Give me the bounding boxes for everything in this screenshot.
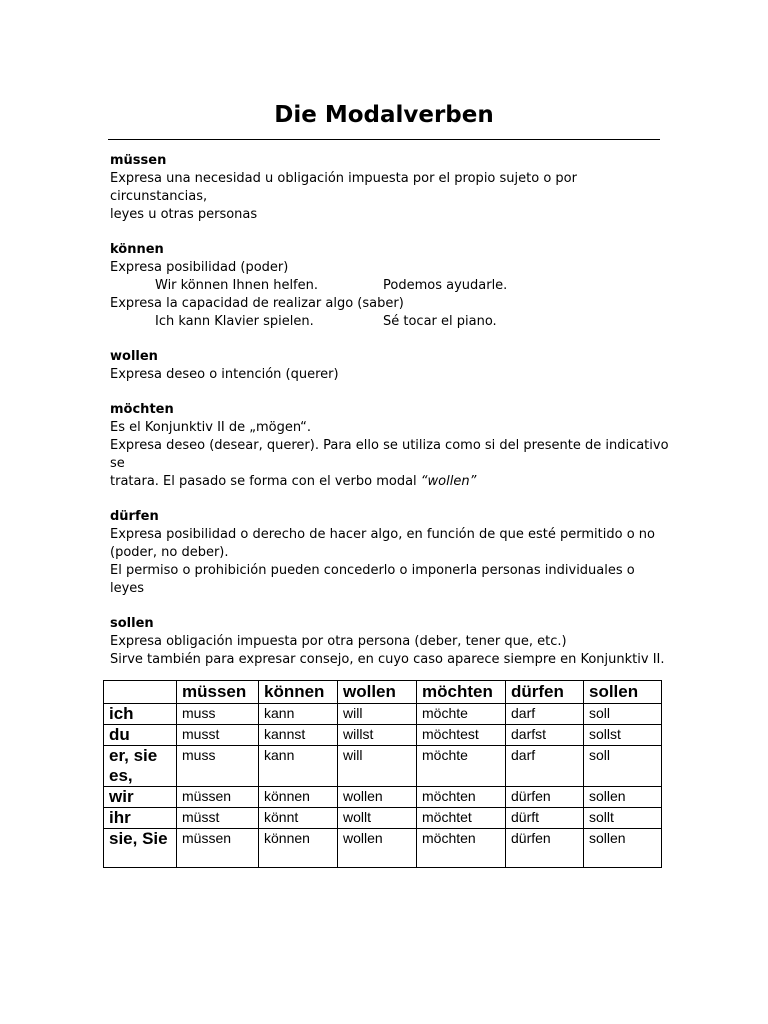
paragraph-line: Expresa deseo (desear, querer). Para ello se utiliza como si del presente de indicativo se: [110, 438, 669, 471]
table-header-cell: möchten: [417, 681, 506, 704]
paragraph-line: (poder, no deber).: [110, 545, 229, 560]
pronoun-cell: er, sie es,: [104, 746, 177, 787]
table-header-row: [104, 681, 662, 704]
paragraph-text: tratara. El pasado se forma con el verbo modal: [110, 474, 421, 489]
pronoun-cell: sie, Sie: [104, 829, 177, 868]
table-cell: dürfen: [506, 787, 584, 808]
table-header-cell: [104, 681, 177, 704]
table-cell: darf: [506, 704, 584, 725]
table-row: [104, 787, 662, 808]
paragraph-line: Es el Konjunktiv II de „mögen“.: [110, 420, 312, 435]
pronoun-cell: wir: [104, 787, 177, 808]
table-cell: darf: [506, 746, 584, 787]
table-cell: möchte: [417, 704, 506, 725]
table-cell: soll: [584, 746, 662, 787]
section-heading: dürfen: [110, 509, 159, 524]
table-cell: musst: [177, 725, 259, 746]
section-sollen: [110, 615, 670, 669]
section-heading: wollen: [110, 349, 158, 364]
table-cell: müsst: [177, 808, 259, 829]
table-cell: willst: [338, 725, 417, 746]
section-heading: müssen: [110, 153, 167, 168]
table-cell: möchte: [417, 746, 506, 787]
example-german: Wir können Ihnen helfen.: [155, 278, 319, 293]
section-muessen: [110, 152, 670, 224]
table-cell: möchten: [417, 787, 506, 808]
paragraph-line: El permiso o prohibición pueden concederlo o imponerla personas individuales o leyes: [110, 563, 635, 596]
pronoun-cell: ihr: [104, 808, 177, 829]
table-cell: will: [338, 746, 417, 787]
section-duerfen: [110, 508, 670, 598]
table-cell: müssen: [177, 829, 259, 868]
emphasis-text: “wollen”: [420, 474, 477, 489]
table-cell: dürft: [506, 808, 584, 829]
pronoun-cell: ich: [104, 704, 177, 725]
section-moechten: [110, 401, 670, 491]
paragraph-line: Expresa posibilidad (poder): [110, 260, 289, 275]
paragraph-line: Expresa la capacidad de realizar algo (saber): [110, 296, 404, 311]
table-header-cell: müssen: [177, 681, 259, 704]
paragraph-line: Sirve también para expresar consejo, en cuyo caso aparece siempre en Konjunktiv II.: [110, 652, 665, 667]
table-cell: müssen: [177, 787, 259, 808]
table-cell: wollen: [338, 787, 417, 808]
table-cell: soll: [584, 704, 662, 725]
table-header-cell: sollen: [584, 681, 662, 704]
title-rule: [108, 139, 660, 140]
table-cell: können: [259, 829, 338, 868]
table-row: [104, 808, 662, 829]
example-german: Ich kann Klavier spielen.: [155, 314, 314, 329]
document-body: [110, 152, 670, 669]
table-cell: möchten: [417, 829, 506, 868]
table-cell: darfst: [506, 725, 584, 746]
table-cell: möchtest: [417, 725, 506, 746]
table-header-cell: wollen: [338, 681, 417, 704]
table-cell: könnt: [259, 808, 338, 829]
paragraph-line: Expresa obligación impuesta por otra persona (deber, tener que, etc.): [110, 634, 567, 649]
section-heading: sollen: [110, 616, 154, 631]
table-cell: können: [259, 787, 338, 808]
conjugation-table: [103, 680, 662, 868]
table-cell: sollen: [584, 829, 662, 868]
table-row: [104, 725, 662, 746]
paragraph-line: Expresa deseo o intención (querer): [110, 367, 339, 382]
example-spanish: Sé tocar el piano.: [383, 314, 497, 329]
table-cell: muss: [177, 746, 259, 787]
example-row: [110, 313, 670, 331]
paragraph-line: Expresa posibilidad o derecho de hacer algo, en función de que esté permitido o no: [110, 527, 655, 542]
paragraph-line: Expresa una necesidad u obligación impuesta por el propio sujeto o por circunstancias,: [110, 171, 577, 204]
table-cell: sollen: [584, 787, 662, 808]
table-row: [104, 829, 662, 868]
table-header-cell: dürfen: [506, 681, 584, 704]
table-cell: möchtet: [417, 808, 506, 829]
table-cell: kann: [259, 746, 338, 787]
table-cell: wollt: [338, 808, 417, 829]
table-cell: sollt: [584, 808, 662, 829]
pronoun-cell: du: [104, 725, 177, 746]
example-row: [110, 277, 670, 295]
example-spanish: Podemos ayudarle.: [383, 278, 508, 293]
table-header-cell: können: [259, 681, 338, 704]
section-heading: möchten: [110, 402, 174, 417]
table-row: [104, 746, 662, 787]
table-cell: wollen: [338, 829, 417, 868]
table-cell: dürfen: [506, 829, 584, 868]
table-cell: muss: [177, 704, 259, 725]
table-cell: will: [338, 704, 417, 725]
section-wollen: [110, 348, 670, 384]
page-title: Die Modalverben: [274, 102, 494, 128]
paragraph-line: [110, 473, 670, 491]
table-cell: kann: [259, 704, 338, 725]
table-cell: sollst: [584, 725, 662, 746]
section-heading: können: [110, 242, 164, 257]
table-row: [104, 704, 662, 725]
paragraph-line: leyes u otras personas: [110, 207, 258, 222]
section-koennen: [110, 241, 670, 331]
table-cell: kannst: [259, 725, 338, 746]
